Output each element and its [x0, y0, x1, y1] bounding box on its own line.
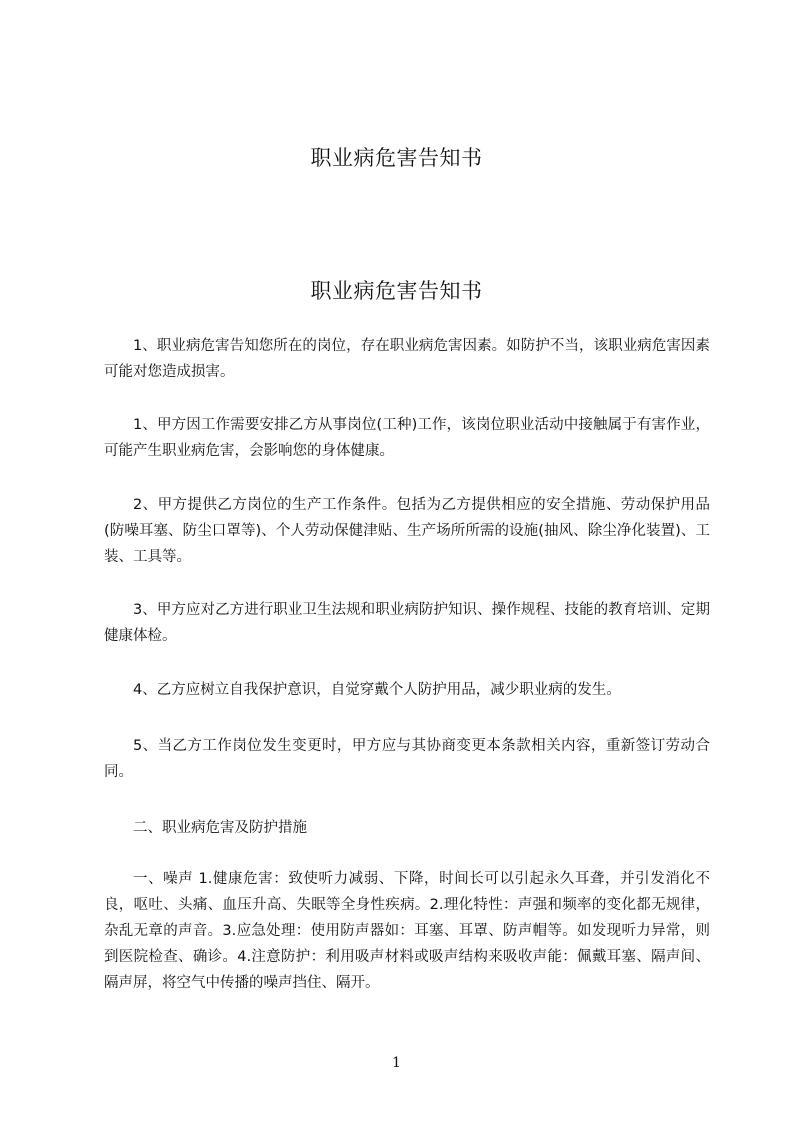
- paragraph-clause-5: 5、当乙方工作岗位发生变更时，甲方应与其协商变更本条款相关内容，重新签订劳动合同。: [104, 738, 710, 780]
- paragraph-noise: 一、噪声 1.健康危害：致使听力减弱、下降，时间长可以引起永久耳聋，并引发消化不良，呕吐、头痛、血压升高、失眠等全身性疾病。2.理化特性：声强和频率的变化都无规律，杂乱无章的声音。3.应急处理：使用防声器如：耳塞、耳罩、防声帽等。如发现听力异常，则到医院检查、确诊。4.注意防护：利用吸声材料或吸声结构来吸收声能：佩戴耳塞、隔声间、隔声屏，将空气中传播的噪声挡住、隔开。: [104, 871, 710, 991]
- page-number: 1: [392, 1055, 401, 1071]
- paragraph-clause-1: 1、甲方因工作需要安排乙方从事岗位(工种)工作，该岗位职业活动中接触属于有害作业，可能产生职业病危害，会影响您的身体健康。: [104, 417, 710, 459]
- document-title: 职业病危害告知书: [310, 279, 483, 303]
- paragraph-notice: 1、职业病危害告知您所在的岗位，存在职业病危害因素。如防护不当，该职业病危害因素可能对您造成损害。: [104, 338, 710, 380]
- paragraph-clause-4: 4、乙方应树立自我保护意识，自觉穿戴个人防护用品，减少职业病的发生。: [133, 682, 621, 698]
- section-heading: 二、职业病危害及防护措施: [133, 820, 307, 836]
- header-title: 职业病危害告知书: [310, 146, 483, 170]
- paragraph-clause-3: 3、甲方应对乙方进行职业卫生法规和职业病防护知识、操作规程、技能的教育培训、定期健康体检。: [104, 602, 710, 644]
- paragraph-clause-2: 2、甲方提供乙方岗位的生产工作条件。包括为乙方提供相应的安全措施、劳动保护用品(防噪耳塞、防尘口罩等)、个人劳动保健津贴、生产场所所需的设施(抽风、除尘净化装置)、工装、工具等。: [104, 497, 710, 565]
